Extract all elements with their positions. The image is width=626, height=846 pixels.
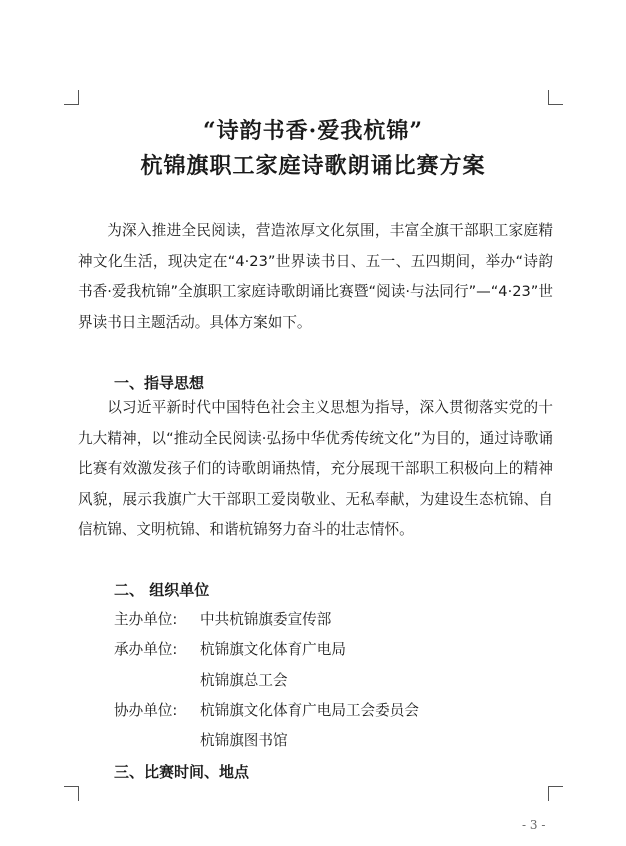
organizer-row (114, 640, 346, 660)
organizer-label: 协办单位: (114, 702, 178, 719)
guiding-ideology-paragraph: 以习近平新时代中国特色社会主义思想为指导，深入贯彻落实党的十九大精神，以“推动全民阅读·弘扬中华优秀传统文化”为目的，通过诗歌诵比赛有效激发孩子们的诗歌朗诵热情，充分展现干部职工积极向上的精神风貌，展示我旗广大干部职工爱岗敬业、无私奉献，为建设生态杭锦、自信杭锦、文明杭锦、和谐杭锦努力奋斗的壮志情怀。 (78, 399, 553, 538)
organizer-value: 杭锦旗总工会 (200, 672, 288, 689)
section-heading-time-place: 三、比赛时间、地点 (114, 763, 250, 781)
organizer-label: 承办单位: (114, 641, 178, 658)
section-heading-guiding-ideology: 一、指导思想 (114, 374, 205, 392)
crop-mark-bottom-right (548, 786, 563, 801)
crop-mark-bottom-left (64, 786, 79, 801)
crop-mark-top-left (64, 90, 79, 105)
organizer-row (114, 701, 419, 721)
organizer-value: 杭锦旗文化体育广电局工会委员会 (200, 702, 419, 719)
section-heading-organizers: 二、 组织单位 (114, 581, 210, 599)
organizer-row (114, 610, 331, 630)
organizer-value: 中共杭锦旗委宣传部 (200, 611, 332, 628)
organizer-label: 主办单位: (114, 611, 178, 628)
document-title-line-2: 杭锦旗职工家庭诗歌朗诵比赛方案 (140, 153, 486, 179)
organizer-row (114, 731, 288, 751)
organizer-row (114, 671, 288, 691)
organizer-value: 杭锦旗图书馆 (200, 732, 288, 749)
page-number: - 3 - (522, 818, 546, 832)
intro-paragraph: 为深入推进全民阅读，营造浓厚文化氛围，丰富全旗干部职工家庭精神文化生活，现决定在“4·23”世界读书日、五一、五四期间，举办“诗韵书香·爱我杭锦”全旗职工家庭诗歌朗诵比赛暨“阅读·与法同行”—“4·23”世界读书日主题活动。具体方案如下。 (78, 222, 553, 331)
crop-mark-top-right (548, 90, 563, 105)
organizer-value: 杭锦旗文化体育广电局 (200, 641, 346, 658)
document-title-line-1: “诗韵书香·爱我杭锦” (203, 118, 423, 144)
